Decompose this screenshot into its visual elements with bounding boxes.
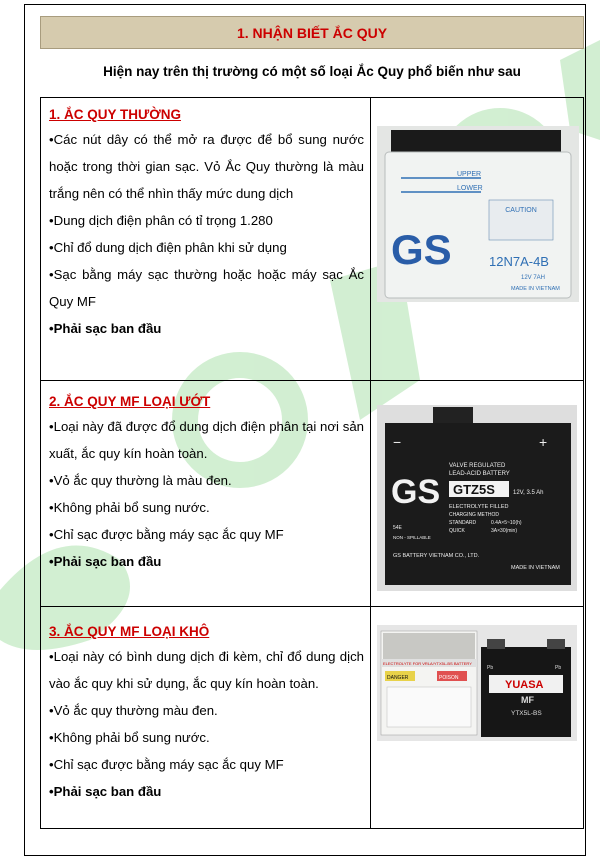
tag-valve: VALVE REGULATED	[449, 463, 506, 469]
gs-logo: GS	[391, 473, 441, 511]
photo-cell	[371, 98, 584, 381]
table-row	[41, 98, 584, 381]
rating-label: 12V 7AH	[521, 275, 546, 281]
bullet-line: •Vỏ ắc quy thường là màu đen.	[49, 473, 232, 488]
bullet-line: •Loại này đã được đổ dung dịch điện phân tại nơi sản xuất, ắc quy kín hoàn toàn.	[49, 419, 364, 461]
tag-standard: STANDARD	[449, 520, 477, 526]
section-title: 3. ẮC QUY MF LOẠI KHÔ	[49, 624, 210, 639]
bullet-line: •Không phải bổ sung nước.	[49, 500, 210, 515]
code-label: 54E	[393, 525, 402, 531]
section-text	[41, 381, 371, 607]
gs-logo: GS	[391, 226, 452, 273]
bullet-line: •Phải sạc ban đầu	[49, 784, 162, 799]
model-label: 12N7A-4B	[489, 254, 549, 269]
gs-black-battery-photo	[371, 405, 583, 595]
bullet-line: •Phải sạc ban đầu	[49, 321, 162, 336]
section-title: 2. ẮC QUY MF LOẠI ƯỚT	[49, 394, 211, 409]
bullet-line: •Dung dịch điện phân có tỉ trọng 1.280	[49, 213, 273, 228]
rating-label: 12V, 3.5 Ah	[513, 490, 544, 496]
photo-cell	[371, 381, 584, 607]
bullet-line: •Chỉ đổ dung dịch điện phân khi sử dụng	[49, 240, 287, 255]
svg-text:+: +	[539, 434, 548, 450]
yuasa-battery-photo	[371, 625, 583, 743]
tag-standard-value: 0.4A×5~10(h)	[491, 520, 522, 526]
upper-mark: UPPER	[457, 171, 482, 178]
origin-label: MADE IN VIETNAM	[511, 565, 560, 571]
yuasa-logo: YUASA	[505, 679, 544, 691]
table-row	[41, 381, 584, 607]
spill-label: NON - SPILLABLE	[393, 535, 431, 540]
gs-white-battery-photo	[371, 126, 583, 306]
section-text	[41, 98, 371, 381]
tag-quick-value: 3A×30(min)	[491, 528, 517, 534]
table-row	[41, 607, 584, 829]
tag-quick: QUICK	[449, 528, 465, 534]
model-label: GTZ5S	[453, 482, 495, 497]
danger-label: DANGER	[387, 675, 409, 681]
bullet-line: •Chỉ sạc được bằng máy sạc ắc quy MF	[49, 757, 284, 772]
bullet-line: •Chỉ sạc được bằng máy sạc ắc quy MF	[49, 527, 284, 542]
company-label: GS BATTERY VIETNAM CO., LTD.	[393, 553, 480, 559]
pb-right: Pb	[555, 665, 562, 671]
pb-left: Pb	[487, 665, 494, 671]
battery-table	[40, 97, 584, 829]
section-header	[40, 16, 584, 49]
tag-lead: LEAD-ACID BATTERY	[449, 471, 510, 477]
tag-charging: CHARGING METHOD	[449, 512, 499, 518]
svg-text:−: −	[393, 434, 402, 450]
model-label: YTX5L-BS	[511, 710, 542, 717]
poison-label: POISON	[439, 675, 459, 681]
bullet-line: •Vỏ ắc quy thường màu đen.	[49, 703, 218, 718]
electrolyte-label: ELECTROLYTE FOR VRLA/YTX5L-BS BATTERY	[383, 661, 472, 666]
mf-label: MF	[521, 695, 534, 705]
origin-label: MADE IN VIETNAM	[511, 286, 560, 292]
intro-text: Hiện nay trên thị trường có một số loại Ắc Quy phổ biến như sau	[103, 64, 521, 79]
header-title: 1. NHẬN BIẾT ẮC QUY	[236, 24, 388, 41]
tag-filled: ELECTROLYTE FILLED	[449, 504, 509, 510]
bullet-line: •Sạc bằng máy sạc thường hoặc hoặc máy sạc Ắc Quy MF	[49, 267, 364, 309]
lower-mark: LOWER	[457, 185, 483, 192]
section-text	[41, 607, 371, 829]
bullet-line: •Các nút dây có thể mở ra được để bổ sung nước hoặc trong thời gian sạc. Vỏ Ắc Quy thường là màu trắng nên có thể nhìn thấy mức dung dịch	[49, 132, 364, 201]
bullet-line: •Không phải bổ sung nước.	[49, 730, 210, 745]
caution-label: CAUTION	[505, 207, 537, 214]
section-title: 1. ẮC QUY THƯỜNG	[49, 107, 181, 122]
bullet-line: •Phải sạc ban đầu	[49, 554, 162, 569]
photo-cell	[371, 607, 584, 829]
bullet-line: •Loại này có bình dung dịch đi kèm, chỉ đổ dung dịch vào ắc quy khi sử dụng, ắc quy kín hoàn toàn.	[49, 649, 364, 691]
